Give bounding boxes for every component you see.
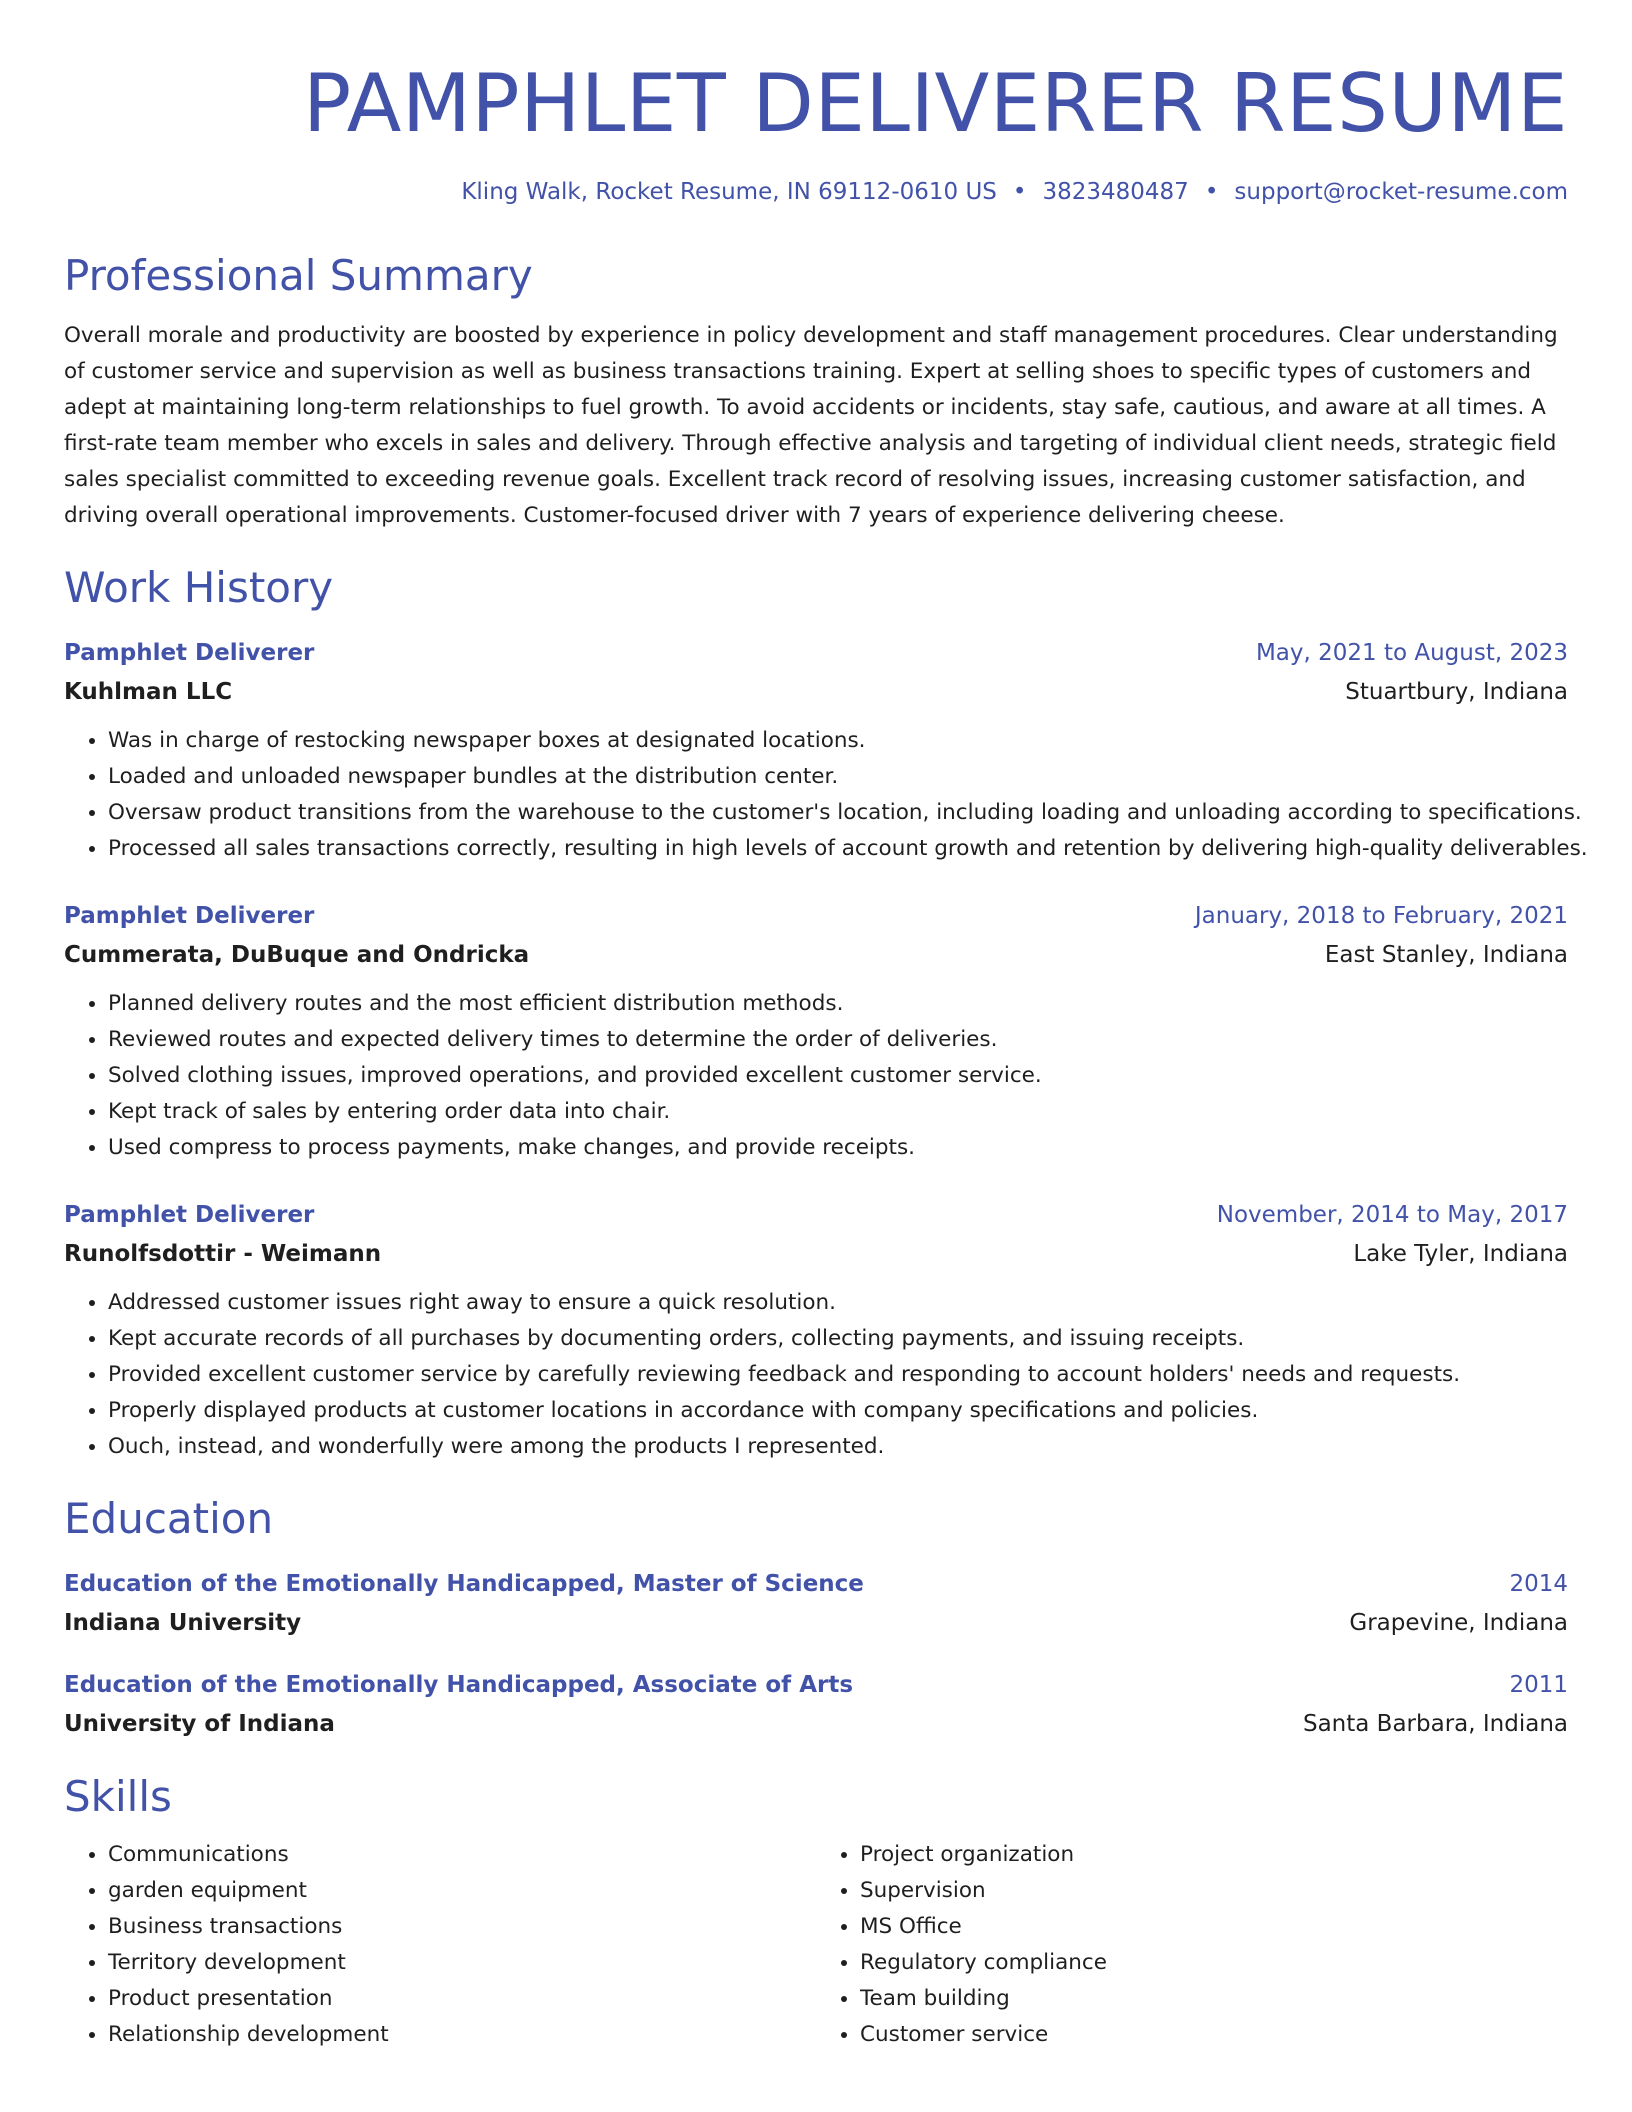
job-entry [64, 899, 1568, 1166]
job-bullet: • Kept track of sales by entering order data into chair. [108, 1094, 1568, 1130]
skill-item: • MS Office [860, 1909, 1568, 1945]
job-bullet: • Processed all sales transactions correctly, resulting in high levels of account growth and retention by delivering high-quality deliverables. [108, 831, 1568, 867]
contact-email[interactable]: support@rocket-resume.com [1234, 179, 1568, 205]
job-role: Pamphlet Deliverer [64, 903, 315, 929]
skill-item: • Supervision [860, 1873, 1568, 1909]
skill-item: • Customer service [860, 2017, 1568, 2053]
education-school: Indiana University [64, 1610, 302, 1636]
job-bullet: • Oversaw product transitions from the warehouse to the customer's location, including loading and unloading according to specifications. [108, 795, 1568, 831]
work-history-heading: Work History [64, 563, 334, 612]
education-entry [64, 1668, 1568, 1741]
summary-text: Overall morale and productivity are boosted by experience in policy development and staff management procedures. Clear understanding of customer service and supervision as well as business transactions training. Expert at selling shoes to specific types of customers and adept at maintaining long-term relationships to fuel growth. To avoid accidents or incidents, stay safe, cautious, and aware at all times. A first-rate team member who excels in sales and delivery. Through effective analysis and targeting of individual client needs, strategic field sales specialist committed to exceeding revenue goals. Excellent track record of resolving issues, increasing customer satisfaction, and driving overall operational improvements. Customer-focused driver with 7 years of experience delivering cheese. [64, 323, 1558, 528]
job-dates: January, 2018 to February, 2021 [1194, 903, 1568, 929]
job-bullets [64, 723, 1588, 867]
job-bullets [64, 1285, 1568, 1465]
skills-column-right [816, 1837, 1568, 2053]
job-location: Lake Tyler, Indiana [1353, 1241, 1568, 1267]
education-location: Santa Barbara, Indiana [1302, 1711, 1568, 1737]
job-dates: May, 2021 to August, 2023 [1255, 640, 1568, 666]
skill-item: • Regulatory compliance [860, 1945, 1568, 1981]
skill-item: • Business transactions [108, 1909, 816, 1945]
job-bullet: • Reviewed routes and expected delivery times to determine the order of deliveries. [108, 1022, 1568, 1058]
job-bullet: • Was in charge of restocking newspaper boxes at designated locations. [108, 723, 1568, 759]
skill-item: • Relationship development [108, 2017, 816, 2053]
job-role: Pamphlet Deliverer [64, 640, 315, 666]
education-school: University of Indiana [64, 1711, 335, 1737]
education-location: Grapevine, Indiana [1349, 1610, 1568, 1636]
job-bullet: • Planned delivery routes and the most efficient distribution methods. [108, 986, 1568, 1022]
contact-line [64, 176, 1568, 208]
education-year: 2011 [1509, 1672, 1568, 1698]
skills-heading: Skills [64, 1772, 172, 1821]
education-entry [64, 1567, 1568, 1640]
job-company: Cummerata, DuBuque and Ondricka [64, 942, 530, 968]
job-entry [64, 1198, 1568, 1465]
job-company: Kuhlman LLC [64, 679, 233, 705]
job-location: East Stanley, Indiana [1324, 942, 1568, 968]
job-location: Stuartbury, Indiana [1345, 679, 1568, 705]
contact-phone: 3823480487 [1042, 179, 1189, 205]
job-bullet: • Solved clothing issues, improved operations, and provided excellent customer service. [108, 1058, 1568, 1094]
job-bullet: • Kept accurate records of all purchases by documenting orders, collecting payments, and issuing receipts. [108, 1321, 1568, 1357]
job-bullet: • Ouch, instead, and wonderfully were among the products I represented. [108, 1429, 1568, 1465]
skill-item: • Communications [108, 1837, 816, 1873]
job-company: Runolfsdottir - Weimann [64, 1241, 382, 1267]
skill-item: • Territory development [108, 1945, 816, 1981]
skills-column-left [64, 1837, 816, 2053]
job-entry [64, 636, 1588, 867]
job-role: Pamphlet Deliverer [64, 1202, 315, 1228]
job-bullet: • Properly displayed products at customer locations in accordance with company specifications and policies. [108, 1393, 1568, 1429]
skill-item: • Team building [860, 1981, 1568, 2017]
skill-item: • Project organization [860, 1837, 1568, 1873]
job-bullet: • Addressed customer issues right away to ensure a quick resolution. [108, 1285, 1568, 1321]
skill-item: • garden equipment [108, 1873, 816, 1909]
summary-heading: Professional Summary [64, 251, 533, 300]
education-heading: Education [64, 1494, 274, 1543]
job-bullet: • Loaded and unloaded newspaper bundles at the distribution center. [108, 759, 1568, 795]
job-bullet: • Used compress to process payments, make changes, and provide receipts. [108, 1130, 1568, 1166]
education-degree: Education of the Emotionally Handicapped, Master of Science [64, 1571, 864, 1597]
job-bullet: • Provided excellent customer service by carefully reviewing feedback and responding to account holders' needs and requests. [108, 1357, 1568, 1393]
skill-item: • Product presentation [108, 1981, 816, 2017]
education-degree: Education of the Emotionally Handicapped, Associate of Arts [64, 1672, 854, 1698]
contact-separator: • [1204, 179, 1219, 205]
resume-title: PAMPHLET DELIVERER RESUME [303, 57, 1568, 150]
skills-list [64, 1837, 1568, 2053]
contact-separator: • [1012, 179, 1027, 205]
contact-address: Kling Walk, Rocket Resume, IN 69112-0610 US [461, 179, 997, 205]
job-bullets [64, 986, 1568, 1166]
resume-page [64, 0, 1588, 2053]
education-year: 2014 [1509, 1571, 1568, 1597]
job-dates: November, 2014 to May, 2017 [1216, 1202, 1568, 1228]
